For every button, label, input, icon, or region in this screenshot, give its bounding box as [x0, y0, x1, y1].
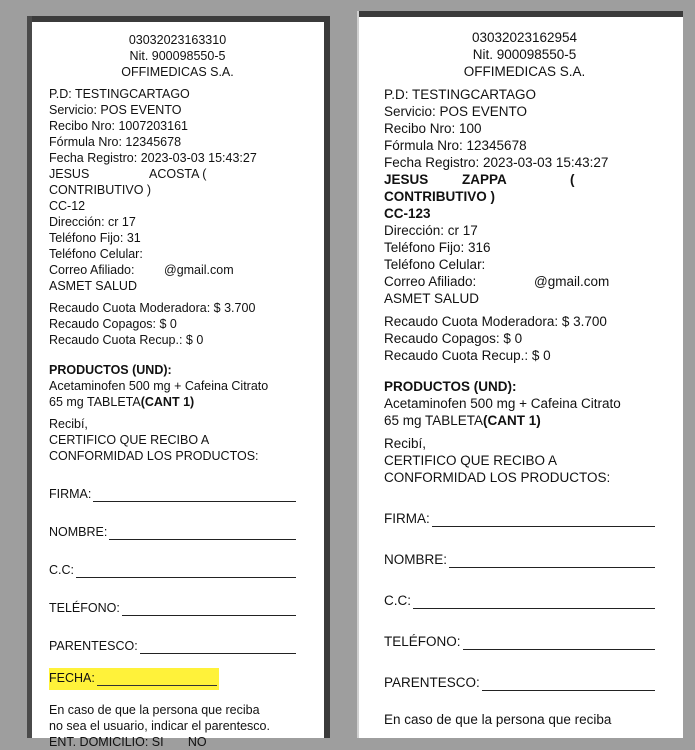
fee-moderator: Recaudo Cuota Moderadora: $ 3.700	[49, 301, 256, 315]
nit: Nit. 900098550-5	[129, 49, 226, 63]
email	[49, 262, 306, 278]
email-label: Correo Afiliado:	[384, 274, 477, 289]
name-first: JESUS	[49, 167, 90, 181]
fee-recovery: Recaudo Cuota Recup.: $ 0	[49, 333, 204, 347]
signature-blank	[432, 514, 655, 527]
cc-blank	[76, 565, 296, 578]
email-value: @gmail.com	[534, 274, 610, 289]
id-number: CC-12	[49, 199, 86, 213]
name-paren: (	[570, 172, 575, 187]
product-line-2	[384, 412, 665, 429]
note-1: En caso de que la persona que reciba	[384, 712, 612, 727]
id-number: CC-123	[384, 206, 431, 221]
note-2: no sea el usuario, indicar el parentesco.	[49, 719, 270, 733]
relationship-field	[384, 674, 665, 691]
product-line-1: Acetaminofen 500 mg + Cafeina Citrato	[384, 396, 621, 411]
service: Servicio: POS EVENTO	[384, 104, 528, 119]
product-name: 65 mg TABLETA	[49, 395, 141, 409]
name-blank	[109, 527, 296, 540]
product-qty: (CANT 1)	[140, 395, 195, 409]
pd: P.D: TESTINGCARTAGO	[49, 87, 190, 101]
formula-number: Fórmula Nro: 12345678	[49, 135, 182, 149]
patient-name	[49, 166, 306, 182]
name-first: JESUS	[384, 172, 429, 187]
company-name: OFFIMEDICAS S.A.	[463, 64, 586, 79]
certify-1: CERTIFICO QUE RECIBO A	[384, 453, 558, 468]
eps: ASMET SALUD	[49, 279, 137, 293]
product-line-2	[49, 394, 306, 410]
email-label: Correo Afiliado:	[49, 263, 135, 277]
patient-name	[384, 171, 665, 188]
address: Dirección: cr 17	[49, 215, 136, 229]
receipt-code: 03032023162954	[471, 30, 578, 45]
note-3: ENT. DOMICILIO: SI NO	[49, 735, 207, 749]
signature-blank	[93, 489, 296, 502]
phone-label: TELÉFONO:	[384, 634, 461, 649]
signature-label: FIRMA:	[49, 487, 92, 501]
relationship-label: PARENTESCO:	[49, 639, 138, 653]
date-label: FECHA:	[49, 671, 95, 685]
phone-field	[49, 600, 306, 616]
fee-moderator: Recaudo Cuota Moderadora: $ 3.700	[384, 314, 607, 329]
receipt-right	[357, 11, 683, 738]
receipt-code: 03032023163310	[128, 33, 227, 47]
company-name: OFFIMEDICAS S.A.	[121, 65, 234, 79]
receipt-number: Recibo Nro: 1007203161	[49, 119, 188, 133]
email-value: @gmail.com	[164, 263, 234, 277]
registration-date: Fecha Registro: 2023-03-03 15:43:27	[49, 151, 257, 165]
relationship-label: PARENTESCO:	[384, 675, 480, 690]
relationship-field	[49, 638, 306, 654]
cell-phone: Teléfono Celular:	[49, 247, 143, 261]
service: Servicio: POS EVENTO	[49, 103, 182, 117]
recibi: Recibí,	[384, 436, 427, 451]
regime: CONTRIBUTIVO )	[49, 183, 152, 197]
product-name: 65 mg TABLETA	[384, 413, 484, 428]
signature-field	[49, 486, 306, 502]
top-border	[27, 16, 324, 22]
note-1: En caso de que la persona que reciba	[49, 703, 260, 717]
cc-blank	[413, 596, 655, 609]
name-last: ACOSTA (	[149, 167, 207, 181]
name-blank	[449, 555, 655, 568]
cell-phone: Teléfono Celular:	[384, 257, 486, 272]
name-label: NOMBRE:	[384, 552, 448, 567]
top-border	[357, 11, 683, 17]
phone-field	[384, 633, 665, 650]
formula-number: Fórmula Nro: 12345678	[384, 138, 527, 153]
signature-field	[384, 510, 665, 527]
phone-blank	[122, 603, 296, 616]
certify-2: CONFORMIDAD LOS PRODUCTOS:	[49, 449, 259, 463]
date-field-highlighted	[49, 668, 219, 690]
nit: Nit. 900098550-5	[472, 47, 577, 62]
registration-date: Fecha Registro: 2023-03-03 15:43:27	[384, 155, 609, 170]
products-title: PRODUCTOS (UND):	[49, 363, 172, 377]
regime: CONTRIBUTIVO )	[384, 189, 495, 204]
phone-label: TELÉFONO:	[49, 601, 120, 615]
receipt-left	[27, 16, 330, 749]
products-title: PRODUCTOS (UND):	[384, 379, 517, 394]
phone: Teléfono Fijo: 316	[384, 240, 491, 255]
email	[384, 273, 665, 290]
product-line-1: Acetaminofen 500 mg + Cafeina Citrato	[49, 379, 269, 393]
fee-copay: Recaudo Copagos: $ 0	[49, 317, 177, 331]
cc-label: C.C:	[384, 593, 411, 608]
fee-recovery: Recaudo Cuota Recup.: $ 0	[384, 348, 551, 363]
certify-2: CONFORMIDAD LOS PRODUCTOS:	[384, 470, 611, 485]
phone: Teléfono Fijo: 31	[49, 231, 141, 245]
cc-field	[384, 592, 665, 609]
eps: ASMET SALUD	[384, 291, 480, 306]
product-qty: (CANT 1)	[483, 413, 541, 428]
cc-label: C.C:	[49, 563, 74, 577]
receipt-number: Recibo Nro: 100	[384, 121, 482, 136]
certify-1: CERTIFICO QUE RECIBO A	[49, 433, 210, 447]
relationship-blank	[140, 641, 296, 654]
fee-copay: Recaudo Copagos: $ 0	[384, 331, 523, 346]
name-field	[384, 551, 665, 568]
address: Dirección: cr 17	[384, 223, 478, 238]
left-border	[27, 16, 32, 738]
signature-label: FIRMA:	[384, 511, 430, 526]
name-last: ZAPPA	[462, 172, 507, 187]
date-blank	[97, 673, 217, 686]
name-field	[49, 524, 306, 540]
relationship-blank	[482, 678, 655, 691]
left-border	[357, 11, 359, 738]
recibi: Recibí,	[49, 417, 88, 431]
pd: P.D: TESTINGCARTAGO	[384, 87, 537, 102]
name-label: NOMBRE:	[49, 525, 108, 539]
phone-blank	[463, 637, 655, 650]
cc-field	[49, 562, 306, 578]
